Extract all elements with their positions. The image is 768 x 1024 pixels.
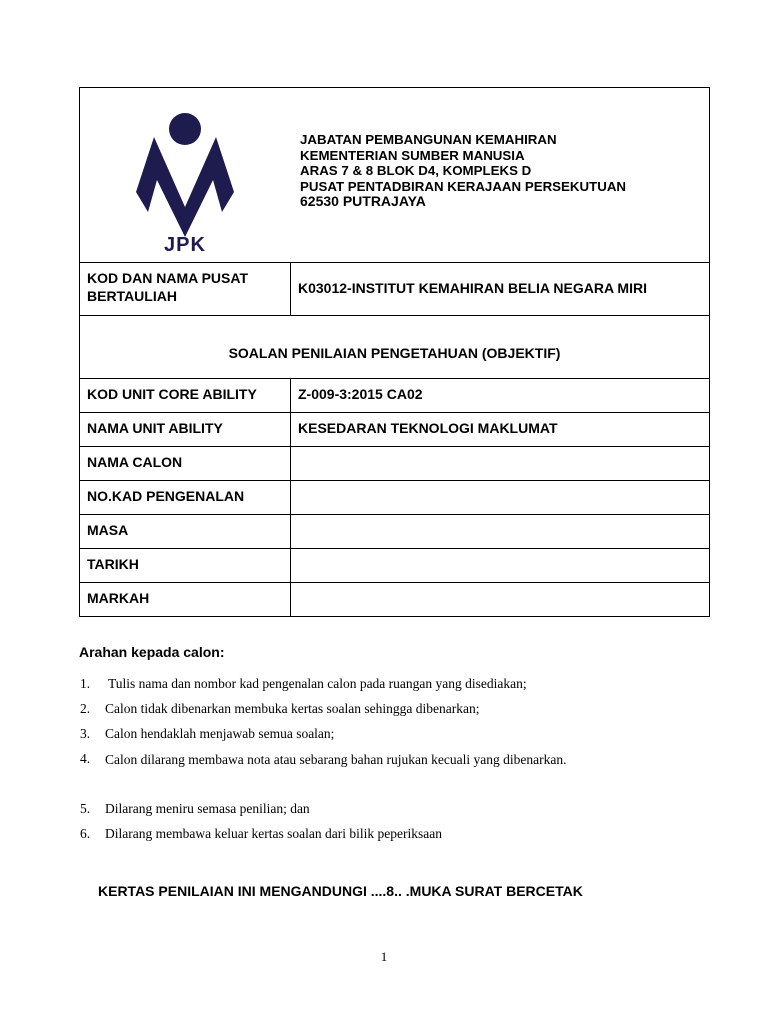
item-number: 6.	[80, 826, 91, 841]
field-row-kod-unit	[80, 379, 709, 413]
page-count-note: KERTAS PENILAIAN INI MENGANDUNGI ....8.. .MUKA SURAT BERCETAK	[98, 883, 583, 899]
nama-calon-field[interactable]	[291, 447, 709, 480]
section-title: SOALAN PENILAIAN PENGETAHUAN (OBJEKTIF)	[228, 345, 561, 361]
centre-row	[80, 263, 709, 316]
field-label: NO.KAD PENGENALAN	[80, 481, 291, 514]
field-row-markah	[80, 583, 709, 616]
field-value: Z-009-3:2015 CA02	[298, 386, 423, 402]
field-label: NAMA CALON	[80, 447, 291, 480]
masa-field[interactable]	[291, 515, 709, 548]
field-label: MASA	[80, 515, 291, 548]
item-number: 1.	[80, 676, 91, 691]
org-line: KEMENTERIAN SUMBER MANUSIA	[300, 147, 525, 163]
form-table	[79, 87, 710, 617]
item-text: Dilarang membawa keluar kertas soalan dari bilik peperiksaan	[105, 826, 442, 841]
field-label: TARIKH	[80, 549, 291, 582]
item-text: Calon hendaklah menjawab semua soalan;	[105, 726, 335, 741]
field-row-nama-unit	[80, 413, 709, 447]
item-text: Calon tidak dibenarkan membuka kertas soalan sehingga dibenarkan;	[105, 701, 480, 716]
field-label: MARKAH	[80, 583, 291, 616]
item-text: Tulis nama dan nombor kad pengenalan calon pada ruangan yang disediakan;	[108, 676, 527, 691]
centre-value: K03012-INSTITUT KEMAHIRAN BELIA NEGARA MIRI	[298, 280, 647, 296]
item-number: 2.	[80, 701, 91, 716]
org-line: JABATAN PEMBANGUNAN KEMAHIRAN	[300, 132, 557, 147]
markah-field[interactable]	[291, 583, 709, 616]
org-line: 62530 PUTRAJAYA	[300, 193, 426, 209]
item-number: 4.	[80, 751, 91, 766]
field-row-tarikh	[80, 549, 709, 583]
header-section	[80, 88, 709, 263]
field-row-nama-calon	[80, 447, 709, 481]
item-text: Dilarang meniru semasa penilian; dan	[105, 801, 310, 816]
page-number: 1	[380, 949, 388, 964]
organization-address	[300, 132, 626, 210]
field-row-no-kad	[80, 481, 709, 515]
tarikh-field[interactable]	[291, 549, 709, 582]
list-item	[80, 676, 700, 701]
no-kad-field[interactable]	[291, 481, 709, 514]
field-label: KOD UNIT CORE ABILITY	[80, 379, 291, 412]
list-item	[80, 751, 700, 801]
field-value: KESEDARAN TEKNOLOGI MAKLUMAT	[298, 420, 558, 436]
field-row-masa	[80, 515, 709, 549]
item-number: 3.	[80, 726, 91, 741]
org-line: ARAS 7 & 8 BLOK D4, KOMPLEKS D	[300, 163, 532, 178]
instructions-title: Arahan kepada calon:	[79, 644, 225, 660]
instructions-list	[80, 676, 700, 851]
item-number: 5.	[80, 801, 91, 816]
logo-text: JPK	[164, 234, 206, 256]
centre-label: KOD DAN NAMA PUSAT BERTAULIAH	[80, 263, 291, 315]
section-title-row	[80, 316, 709, 379]
list-item	[80, 701, 700, 726]
list-item	[80, 826, 700, 851]
org-line: PUSAT PENTADBIRAN KERAJAAN PERSEKUTUAN	[300, 178, 627, 194]
list-item	[80, 801, 700, 826]
item-text: Calon dilarang membawa nota atau sebarang bahan rujukan kecuali yang dibenarkan.	[105, 752, 567, 767]
field-label: NAMA UNIT ABILITY	[80, 413, 291, 446]
